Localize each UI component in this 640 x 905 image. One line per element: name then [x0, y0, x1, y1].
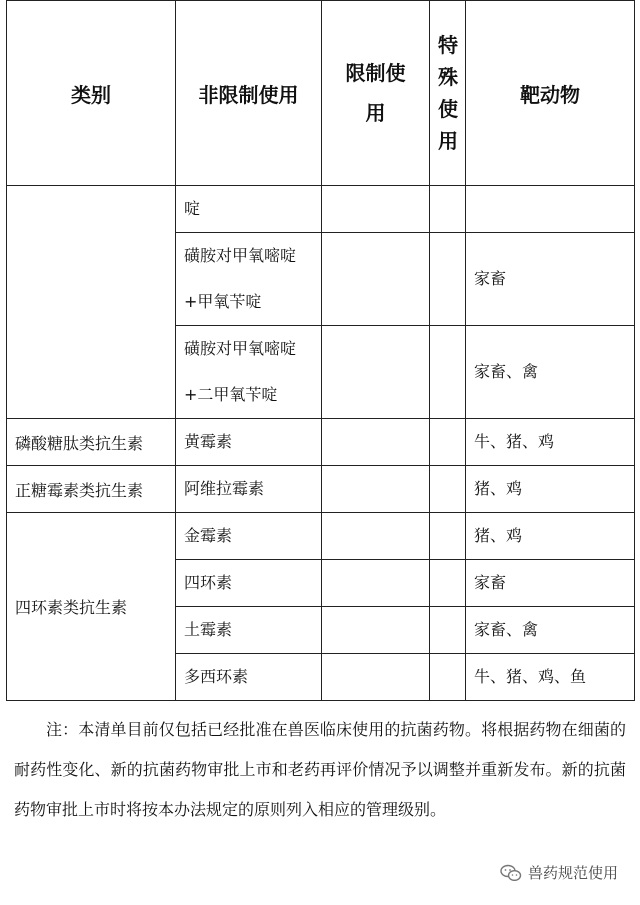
header-special-char-2: 殊 [438, 65, 458, 89]
category-cell: 四环素类抗生素 [7, 513, 176, 701]
target-cell [466, 186, 635, 233]
drug-cell: 多西环素 [176, 654, 322, 701]
restricted-cell [322, 560, 430, 607]
target-cell: 家畜 [466, 233, 635, 326]
drug-cell: 金霉素 [176, 513, 322, 560]
header-special-char-3: 使 [438, 97, 458, 121]
header-restricted-line-2: 用 [365, 101, 386, 125]
target-cell: 家畜 [466, 560, 635, 607]
header-target: 靶动物 [466, 1, 635, 186]
restricted-cell [322, 654, 430, 701]
footnote: 注：本清单目前仅包括已经批准在兽医临床使用的抗菌药物。将根据药物在细菌的耐药性变化、新的抗菌药物审批上市和老药再评价情况予以调整并重新发布。新的抗菌药物审批上市时将按本办法规定的原则列入相应的管理级别。 [14, 720, 626, 819]
restricted-cell [322, 513, 430, 560]
target-cell: 猪、鸡 [466, 466, 635, 513]
special-cell [430, 186, 466, 233]
target-cell: 猪、鸡 [466, 513, 635, 560]
target-cell: 牛、猪、鸡、鱼 [466, 654, 635, 701]
special-cell [430, 654, 466, 701]
category-cell: 磷酸糖肽类抗生素 [7, 419, 176, 466]
category-cell: 正糖霉素类抗生素 [7, 466, 176, 513]
watermark-brand [500, 862, 618, 883]
target-cell: 牛、猪、鸡 [466, 419, 635, 466]
special-cell [430, 233, 466, 326]
special-cell [430, 607, 466, 654]
brand-name: 兽药规范使用 [527, 864, 618, 882]
header-special-char-4: 用 [438, 129, 458, 153]
drug-cell: 黄霉素 [176, 419, 322, 466]
special-cell [430, 560, 466, 607]
wechat-icon [500, 864, 522, 882]
drug-cell: 啶 [176, 186, 322, 233]
header-special-char-1: 特 [438, 33, 458, 57]
drug-cell: 土霉素 [176, 607, 322, 654]
special-cell [430, 466, 466, 513]
category-cell [7, 186, 176, 419]
special-cell [430, 513, 466, 560]
target-cell: 家畜、禽 [466, 326, 635, 419]
drug-cell: 磺胺对甲氧嘧啶+甲氧苄啶 [176, 233, 322, 326]
header-restricted-line-1: 限制使 [345, 61, 406, 85]
header-special [430, 1, 466, 186]
header-unrestricted: 非限制使用 [176, 1, 322, 186]
restricted-cell [322, 466, 430, 513]
drug-cell: 阿维拉霉素 [176, 466, 322, 513]
restricted-cell [322, 186, 430, 233]
drug-cell: 四环素 [176, 560, 322, 607]
restricted-cell [322, 326, 430, 419]
header-category: 类别 [7, 1, 176, 186]
antibiotic-table [6, 0, 635, 701]
special-cell [430, 419, 466, 466]
special-cell [430, 326, 466, 419]
restricted-cell [322, 607, 430, 654]
drug-cell: 磺胺对甲氧嘧啶+二甲氧苄啶 [176, 326, 322, 419]
target-cell: 家畜、禽 [466, 607, 635, 654]
restricted-cell [322, 233, 430, 326]
header-restricted [322, 1, 430, 186]
restricted-cell [322, 419, 430, 466]
